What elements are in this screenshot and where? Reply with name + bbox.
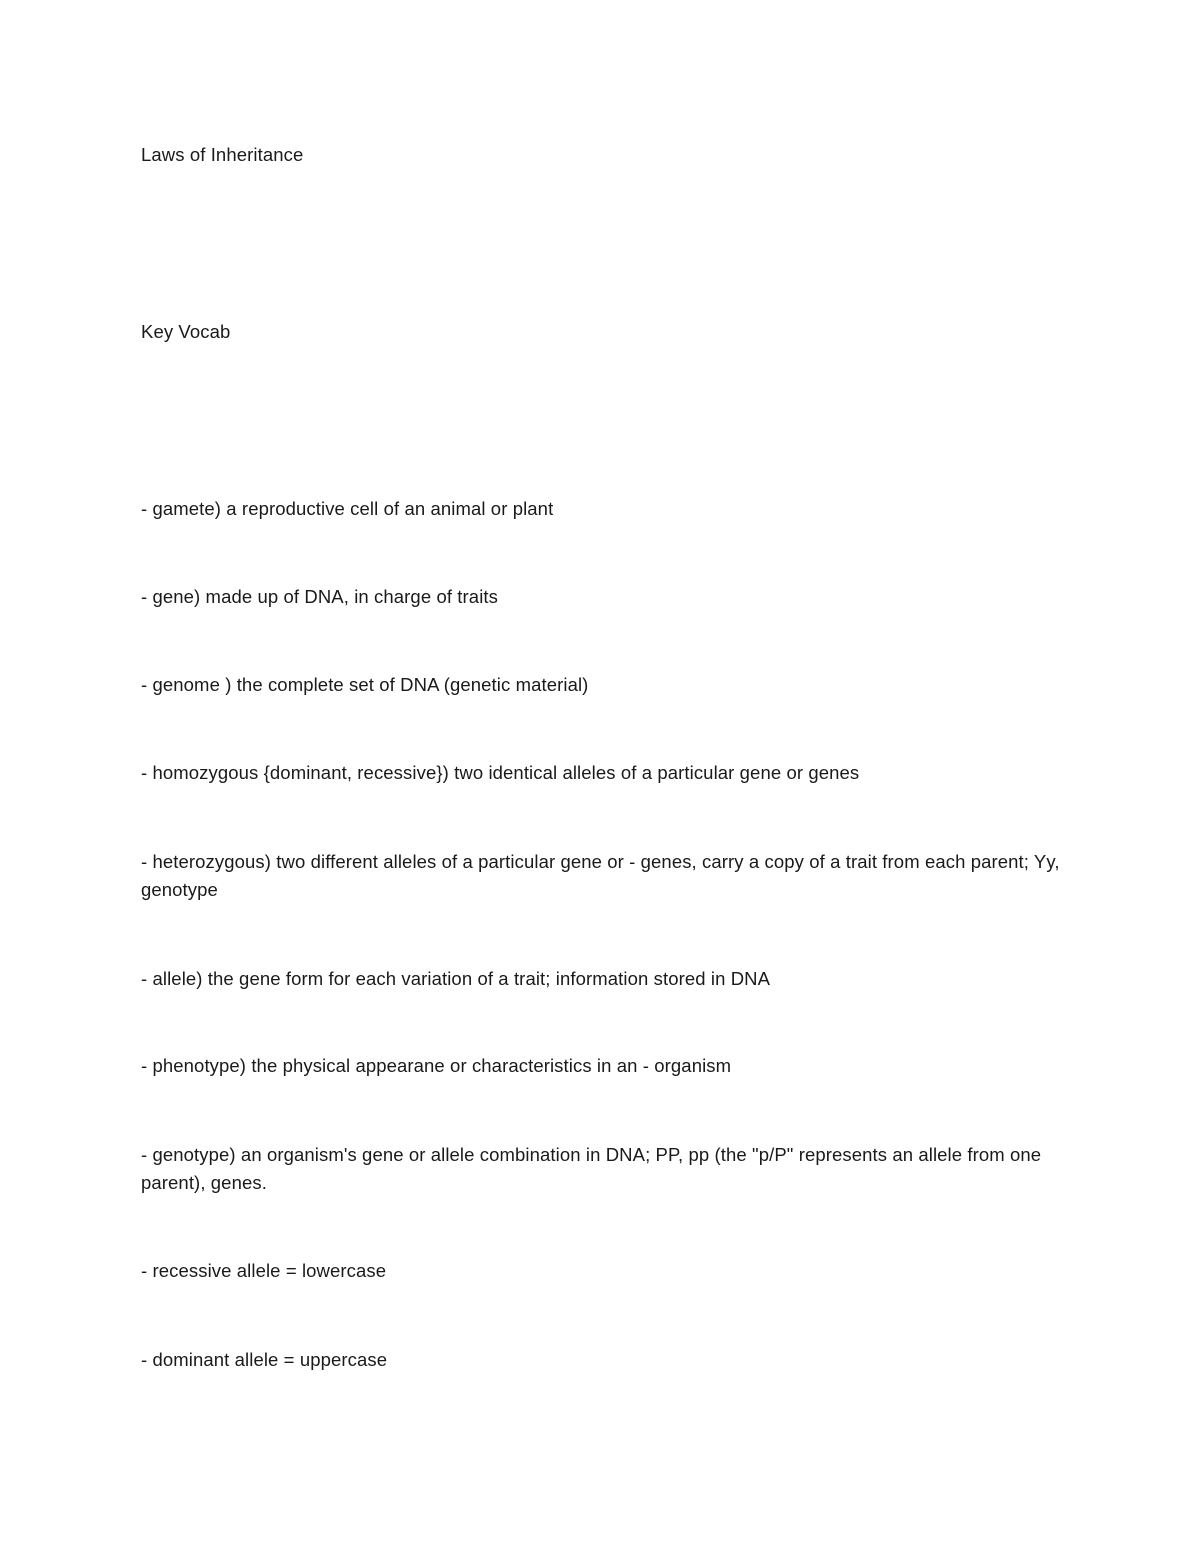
vocab-item-phenotype: - phenotype) the physical appearane or characteristics in an - organism (141, 1055, 732, 1076)
vocab-item-genome: - genome ) the complete set of DNA (genetic material) (141, 674, 589, 695)
document-title: Laws of Inheritance (141, 144, 304, 165)
vocab-item-gamete: - gamete) a reproductive cell of an animal or plant (141, 498, 554, 519)
section-heading: Key Vocab (141, 321, 231, 342)
vocab-item-allele: - allele) the gene form for each variation of a trait; information stored in DNA (141, 968, 771, 989)
vocab-item-heterozygous: - heterozygous) two different alleles of a particular gene or - genes, carry a copy of a trait from each parent; Yy, genotype (141, 851, 1060, 900)
vocab-item-homozygous: - homozygous {dominant, recessive}) two identical alleles of a particular gene or genes (141, 762, 860, 783)
vocab-item-dominant-allele: - dominant allele = uppercase (141, 1349, 388, 1370)
vocab-item-recessive-allele: - recessive allele = lowercase (141, 1260, 387, 1281)
vocab-item-gene: - gene) made up of DNA, in charge of traits (141, 586, 499, 607)
vocab-item-genotype: - genotype) an organism's gene or allele combination in DNA; PP, pp (the "p/P" represents an allele from one parent), genes. (141, 1144, 1042, 1193)
